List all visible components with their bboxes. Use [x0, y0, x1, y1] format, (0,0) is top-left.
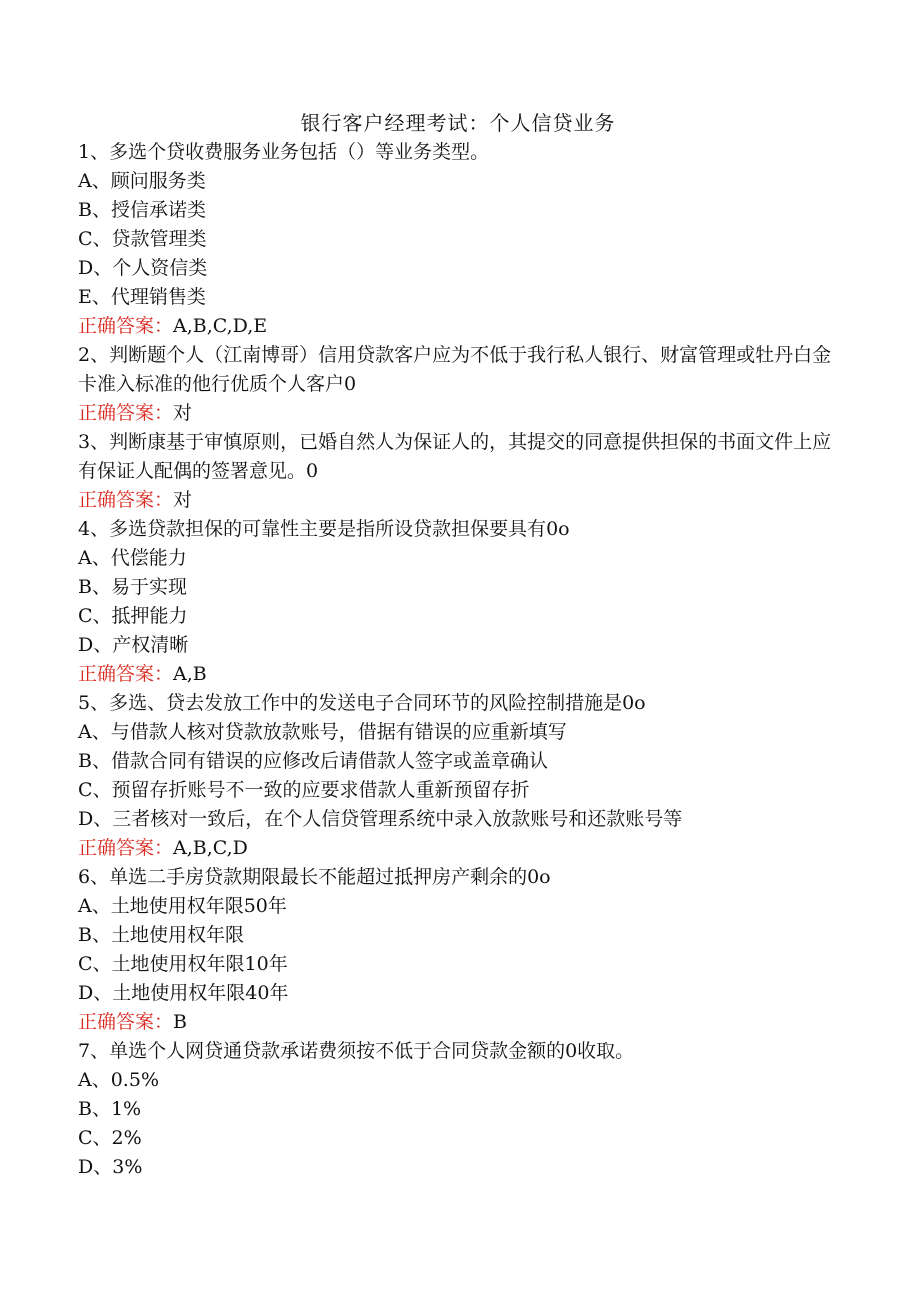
question-3-answer — [78, 486, 838, 515]
question-4-option-b: B、易于实现 — [78, 576, 187, 598]
question-1-option-d: D、个人资信类 — [78, 257, 208, 279]
question-4-option-d: D、产权清晰 — [78, 634, 189, 656]
document-page — [78, 108, 838, 1182]
question-6: 6、单选二手房贷款期限最长不能超过抵押房产剩余的0o — [78, 866, 551, 888]
answer-value: 对 — [173, 402, 193, 424]
question-1: 1、多选个贷收费服务业务包括（）等业务类型。 — [78, 141, 490, 163]
question-6-option-a: A、土地使用权年限50年 — [78, 895, 287, 917]
answer-label: 正确答案： — [78, 663, 174, 685]
question-5-option-b: B、借款合同有错误的应修改后请借款人签字或盖章确认 — [78, 750, 548, 772]
question-7-option-b: B、1% — [78, 1098, 142, 1120]
question-6-option-b: B、土地使用权年限 — [78, 924, 244, 946]
answer-value: A,B — [173, 663, 207, 685]
answer-value: B — [173, 1011, 187, 1033]
question-5-answer — [78, 834, 838, 863]
question-6-option-c: C、土地使用权年限10年 — [78, 953, 288, 975]
answer-label: 正确答案： — [78, 837, 174, 859]
question-6-answer — [78, 1008, 838, 1037]
question-5-option-d: D、三者核对一致后，在个人信贷管理系统中录入放款账号和还款账号等 — [78, 808, 683, 830]
question-1-option-a: A、顾问服务类 — [78, 170, 206, 192]
question-5-option-c: C、预留存折账号不一致的应要求借款人重新预留存折 — [78, 779, 530, 801]
question-5: 5、多选、贷去发放工作中的发送电子合同环节的风险控制措施是0o — [78, 692, 646, 714]
question-7: 7、单选个人网贷通贷款承诺费须按不低于合同贷款金额的0收取。 — [78, 1040, 635, 1062]
answer-label: 正确答案： — [78, 315, 174, 337]
question-3: 3、判断康基于审慎原则，已婚自然人为保证人的，其提交的同意提供担保的书面文件上应有保证人配偶的签署意见。0 — [78, 431, 832, 482]
answer-label: 正确答案： — [78, 489, 174, 511]
question-1-answer — [78, 312, 838, 341]
question-2: 2、判断题个人（江南博哥）信用贷款客户应为不低于我行私人银行、财富管理或牡丹白金卡准入标准的他行优质个人客户0 — [78, 344, 832, 395]
question-4-option-a: A、代偿能力 — [78, 547, 187, 569]
question-7-option-a: A、0.5% — [78, 1069, 159, 1091]
question-7-option-d: D、3% — [78, 1156, 143, 1178]
question-4-answer — [78, 660, 838, 689]
question-5-option-a: A、与借款人核对贷款放款账号，借据有错误的应重新填写 — [78, 721, 567, 743]
answer-value: A,B,C,D,E — [173, 315, 268, 337]
answer-label: 正确答案： — [78, 402, 174, 424]
question-7-option-c: C、2% — [78, 1127, 142, 1149]
answer-value: A,B,C,D — [173, 837, 248, 859]
question-1-option-c: C、贷款管理类 — [78, 228, 207, 250]
answer-label: 正确答案： — [78, 1011, 174, 1033]
answer-value: 对 — [173, 489, 193, 511]
question-6-option-d: D、土地使用权年限40年 — [78, 982, 289, 1004]
document-title: 银行客户经理考试：个人信贷业务 — [300, 111, 616, 135]
question-1-option-e: E、代理销售类 — [78, 286, 206, 308]
question-4-option-c: C、抵押能力 — [78, 605, 188, 627]
question-1-option-b: B、授信承诺类 — [78, 199, 206, 221]
question-4: 4、多选贷款担保的可靠性主要是指所设贷款担保要具有0o — [78, 518, 570, 540]
question-2-answer — [78, 399, 838, 428]
